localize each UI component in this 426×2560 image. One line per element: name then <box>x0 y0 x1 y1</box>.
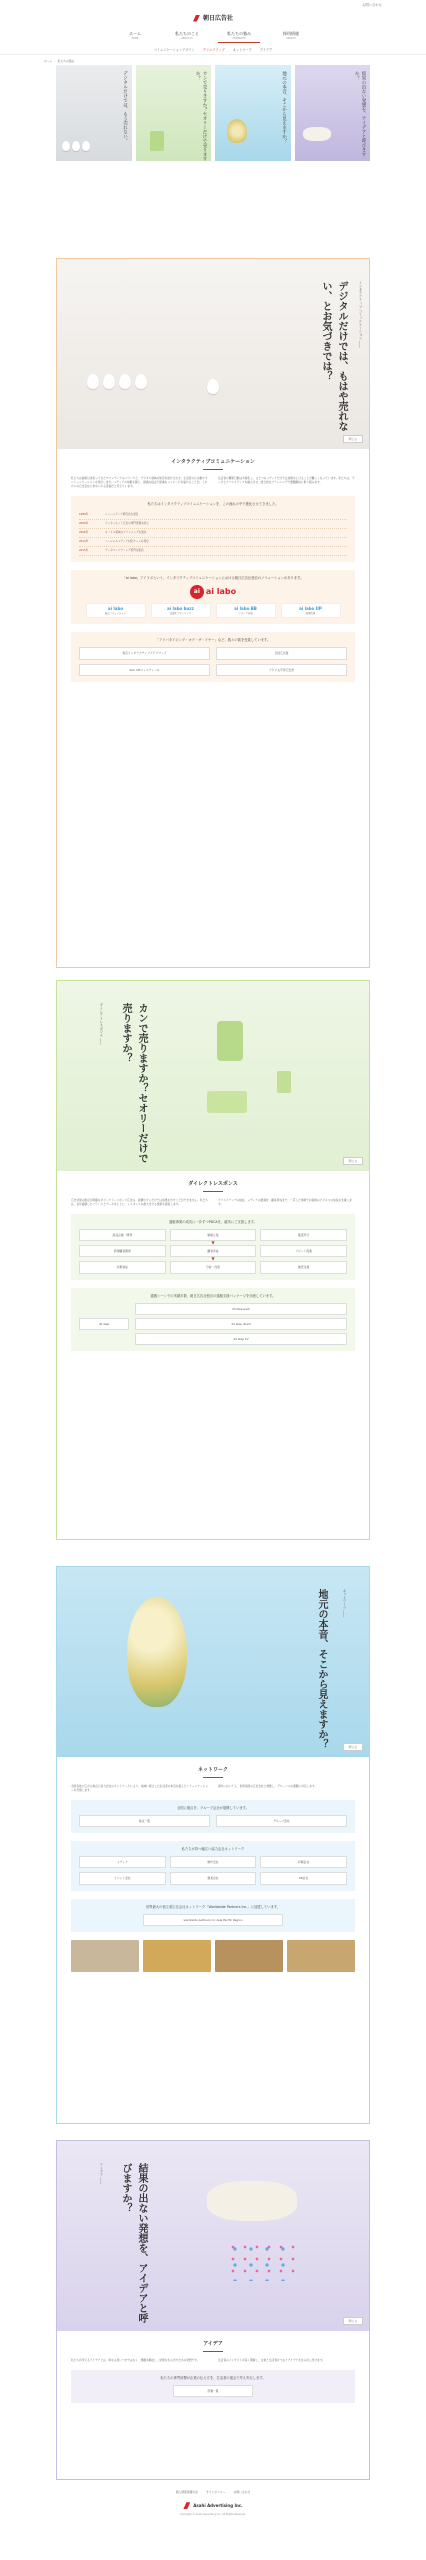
tool-title: 通販シーンでの実績多数、朝日広告社独自の通販支援パッケージを用意しています。 <box>150 1293 276 1298</box>
down-arrow-icon: ▼ <box>211 1240 215 1246</box>
hero-heading: デジタルだけでは、もはや売れない、とお気づきでは？ <box>320 281 347 431</box>
photo-strip <box>57 1940 369 1972</box>
partner-item: 調査会社 <box>170 1872 257 1884</box>
award-link[interactable]: 東京インタラクティブアドアワード <box>79 647 210 659</box>
sub-nav <box>0 46 426 55</box>
ai-sub-item[interactable]: ai labo buzz 話題化プランニング <box>151 603 211 619</box>
logo-text: 朝日広告社 <box>202 14 233 22</box>
chess-knight-icon <box>150 131 164 151</box>
ai-labo-logo: ai ai labo <box>79 585 347 599</box>
hero-network <box>57 1567 369 1757</box>
partner-item: 印刷会社 <box>260 1856 347 1868</box>
hero-subtitle: インタラクティブ コミュニケーション —— <box>358 281 362 348</box>
egg-icon <box>82 141 90 151</box>
partner-item: イベント会社 <box>79 1872 166 1884</box>
hero-heading: 結果の出ない発想を、アイデアと呼びますか？ <box>120 2163 147 2323</box>
breadcrumb-home[interactable]: ホーム <box>44 59 53 63</box>
pdca-flow-box <box>71 1214 355 1280</box>
body-text: 広告効果の測定が明確なダイレクトレスポンス広告は、経験やカンだけでは成果を出すことができません。私たちは、長年蓄積したノウハウとデータをもとに、レスポンスを最大化する施策を提案します。 <box>71 1197 208 1206</box>
thumb-network[interactable]: 地元の本音、そこから見えますか？ <box>215 65 291 161</box>
history-row: 2006年 モバイル領域のプランニングを強化 <box>79 529 347 538</box>
body-text: 海外においても、世界各国の広告会社と連携し、グローバルな課題に対応します。 <box>218 1783 318 1788</box>
worldwide-title: 世界最大の独立系広告会社ネットワーク「Worldwide Partners Inc.」に加盟しています。 <box>145 1904 281 1909</box>
hero-idea <box>57 2141 369 2331</box>
cylinder-icon <box>277 1071 291 1093</box>
award-link[interactable]: アジア太平洋広告祭 <box>216 664 347 676</box>
hero-interactive <box>57 259 369 449</box>
ai-logo-icon: ai <box>190 585 204 599</box>
departments-title: 私たちの専門部署が企業の伝え方を、生活者の視点で考え実行します。 <box>160 2375 266 2380</box>
network-link[interactable]: グループ会社 <box>216 1815 347 1827</box>
title-rule <box>203 469 223 470</box>
tool-link[interactable]: dd step direct <box>135 1318 347 1330</box>
feature-thumbnails <box>0 65 426 161</box>
close-button[interactable]: 閉じる <box>343 2317 363 2325</box>
partner-item: メディア <box>79 1856 166 1868</box>
photo-thumbnail[interactable] <box>215 1940 283 1972</box>
global-nav <box>0 26 426 46</box>
flow-title: 通販事業の成功に一歩ずつPDCAを、確実にご支援します。 <box>169 1220 257 1225</box>
logo-mark-icon <box>193 15 200 22</box>
flow-step: 新規顧客獲得 <box>79 1245 166 1257</box>
gnav-strengths[interactable]: 私たちの強み STRENGTHS <box>218 31 260 43</box>
title-rule <box>203 1191 223 1192</box>
subnav-creative[interactable]: クリエイティブ <box>202 47 225 52</box>
confetti-icon <box>227 2241 297 2281</box>
flow-step: 効果検証 <box>79 1261 166 1273</box>
award-link[interactable]: ACC CMフェスティバル <box>79 664 210 676</box>
hero-subtitle: ダイレクトレスポンス —— <box>98 1003 103 1045</box>
ai-labo-box <box>71 570 355 625</box>
footer-logo[interactable] <box>0 2502 426 2509</box>
egg-icon <box>119 374 131 389</box>
breadcrumb: ホーム › 私たちの強み <box>44 59 75 63</box>
award-box <box>71 632 355 681</box>
thumb-idea[interactable]: 結果の出ない発想を、アイデアと呼びますか？ <box>295 65 371 161</box>
down-arrow-icon: ▼ <box>211 1256 215 1262</box>
photo-thumbnail[interactable] <box>71 1940 139 1972</box>
hero-heading: カンで売りますか？セオリーだけで売りますか？ <box>120 1003 147 1163</box>
egg-icon <box>103 374 115 389</box>
section-idea <box>56 2140 370 2480</box>
section-network <box>56 1566 370 2124</box>
network-box <box>71 1800 355 1833</box>
hero-subtitle: ネットワーク —— <box>342 1589 346 1618</box>
body-text: 私たちは創業以来培ってきたマスメディアのノウハウと、デジタル領域の知見を掛け合わせ、生活者の心を動かすコミュニケーションを設計します。メディアの垣根を越え、最適な接点で最適なメッセージを届けることが、これからの広告会社に求められる役割だと考えています。 <box>71 475 208 489</box>
photo-thumbnail[interactable] <box>143 1940 211 1972</box>
thumb-digital[interactable]: デジタルだけでは、もう売れない。 <box>56 65 132 161</box>
worldwide-box <box>71 1899 355 1932</box>
cylinder-icon <box>207 1091 247 1113</box>
section-title: インタラクティブコミュニケーション <box>171 459 255 465</box>
body-text: 全国各地に広がる拠点と協力会社のネットワークにより、地域に根ざした生活者の本音を捉えたコミュニケーションを実現します。 <box>71 1783 208 1792</box>
section-interactive <box>56 258 370 968</box>
site-footer <box>0 2486 426 2517</box>
body-text: 生活者のインサイトを深く理解し、企業と生活者をつなぐアイデアを生み出し続けます。 <box>218 2357 325 2362</box>
subnav-communication[interactable]: コミュニケーションデザイン <box>153 47 195 52</box>
footer-link-privacy[interactable]: 個人情報保護方針 <box>175 2490 199 2494</box>
subnav-idea[interactable]: アイデア <box>259 47 273 52</box>
history-box <box>71 496 355 561</box>
copyright: Copyright © Asahi Advertising Inc. All Rights Reserved. <box>179 2513 247 2517</box>
partner-item: PR会社 <box>260 1872 347 1884</box>
partners-box <box>71 1841 355 1890</box>
egg-icon <box>207 379 219 394</box>
award-link[interactable]: 日経広告賞 <box>216 647 347 659</box>
flow-step: 顧客育成 <box>170 1245 257 1257</box>
footer-logo-text: Asahi Advertising Inc. <box>193 2502 243 2508</box>
partners-title: 私たちが持つ幅広い協力会社ネットワーク <box>181 1847 245 1852</box>
egg-icon <box>62 141 70 151</box>
award-title: 「アドバタイジング・オブ・ザ・イヤー」など、数々の賞を受賞しています。 <box>155 638 271 643</box>
dd-step-label: dd step <box>79 1318 129 1330</box>
section-title: ネットワーク <box>197 1767 228 1773</box>
grape-cluster-icon <box>127 1597 187 1707</box>
hero-heading: 地元の本音、そこから見えますか？ <box>316 1589 327 1749</box>
egg-icon <box>87 374 99 389</box>
title-rule <box>203 1777 223 1778</box>
tool-link[interactable]: dd step TV <box>135 1333 347 1345</box>
close-button[interactable]: 閉じる <box>343 1743 363 1751</box>
section-title: ダイレクトレスポンス <box>188 1181 238 1187</box>
title-rule <box>203 2351 223 2352</box>
chess-knight-icon <box>217 1021 243 1061</box>
logo-mark-icon <box>183 2502 190 2509</box>
network-title: 全国に拠点を、グループ会社が展開しています。 <box>176 1806 249 1811</box>
history-row: 2015年 データマーケティング部門を新設 <box>79 547 347 556</box>
ai-sub-item[interactable]: ai labo UP 成果改善 <box>281 603 341 619</box>
section-direct-response <box>56 980 370 1540</box>
contact-link[interactable]: お問い合わせ <box>362 2 382 7</box>
flow-step: 商品企画・開発 <box>79 1229 166 1241</box>
history-row: 2000年 インターネット広告の専門部署を設立 <box>79 520 347 529</box>
history-title: 私たちはインタラクティブコミュニケーションを、この流れの中で進化させてきました。 <box>147 502 279 507</box>
flow-step: 販促実行 <box>260 1229 347 1241</box>
gnav-about[interactable]: 私たちのこと ABOUT US <box>175 30 199 40</box>
knot-rope-icon <box>303 127 331 141</box>
ai-sub-item[interactable]: ai labo BB ブランド育成 <box>216 603 276 619</box>
flow-step: 継続支援 <box>260 1261 347 1273</box>
photo-thumbnail[interactable] <box>287 1940 355 1972</box>
history-row: 1989年 ニューメディア研究会を発足 <box>79 511 347 520</box>
dd-step-box <box>71 1288 355 1352</box>
hero-direct <box>57 981 369 1171</box>
ai-labo-title: 「ai labo」アイラボという、インタラクティブコミュニケーションにおける朝日広告社独自のソリューションがあります。 <box>122 575 304 580</box>
section-title: アイデア <box>203 2341 223 2347</box>
egg-icon <box>135 374 147 389</box>
hero-subtitle: アイデア —— <box>98 2163 103 2185</box>
departments-link[interactable]: 部署一覧 <box>173 2385 253 2397</box>
close-button[interactable]: 閉じる <box>343 435 363 443</box>
body-text: 私たちが考えるアイデアとは、単なる思いつきではなく、課題を解決し、結果を生み出すための発想です。 <box>71 2357 200 2362</box>
subnav-network[interactable]: ネットワーク <box>232 47 252 52</box>
worldwide-link[interactable]: worldwide partners inc Asia Pacific Region <box>143 1914 283 1926</box>
departments-box <box>71 2370 355 2403</box>
breadcrumb-current: 私たちの強み <box>57 59 75 63</box>
footer-link-contact[interactable]: お問い合わせ <box>233 2490 251 2494</box>
gnav-home[interactable]: ホーム HOME <box>129 30 141 40</box>
thumb-direct[interactable]: カンで売りますか？セオリーだけで売りますか？ <box>136 65 212 161</box>
gnav-recruit[interactable]: 採用情報 RECRUIT <box>283 30 299 40</box>
body-text: クリエイティブの検証、メディアの最適化、顧客育成まで、一貫した体制でお客様のビジネスの成長を支援します。 <box>218 1197 352 1206</box>
egg-icon <box>72 141 80 151</box>
flow-step: リピート促進 <box>260 1245 347 1257</box>
body-text: 生活者の購買行動は多様化し、ひとつのメディアだけでは成果を上げることが難しくなっています。私たちは、データとクリエイティブを融合させ、統合的なプランニングで課題解決に取り組みます。 <box>218 475 355 484</box>
history-row: 2012年 ソーシャルメディア対応チームを発足 <box>79 538 347 547</box>
network-link[interactable]: 拠点一覧 <box>79 1815 210 1827</box>
knot-rope-icon <box>207 2181 297 2221</box>
flow-step: 戦略立案 <box>170 1229 257 1241</box>
footer-link-policy[interactable]: サイトポリシー <box>206 2490 226 2494</box>
site-logo[interactable] <box>0 10 426 26</box>
ai-sub-item[interactable]: ai labo 統合ソリューション <box>86 603 146 619</box>
flow-step: 分析・改善 <box>170 1261 257 1273</box>
partner-item: 制作会社 <box>170 1856 257 1868</box>
close-button[interactable]: 閉じる <box>343 1157 363 1165</box>
top-bar <box>0 0 426 10</box>
grape-cluster-icon <box>227 119 247 143</box>
tool-link[interactable]: dd step pack <box>135 1303 347 1315</box>
